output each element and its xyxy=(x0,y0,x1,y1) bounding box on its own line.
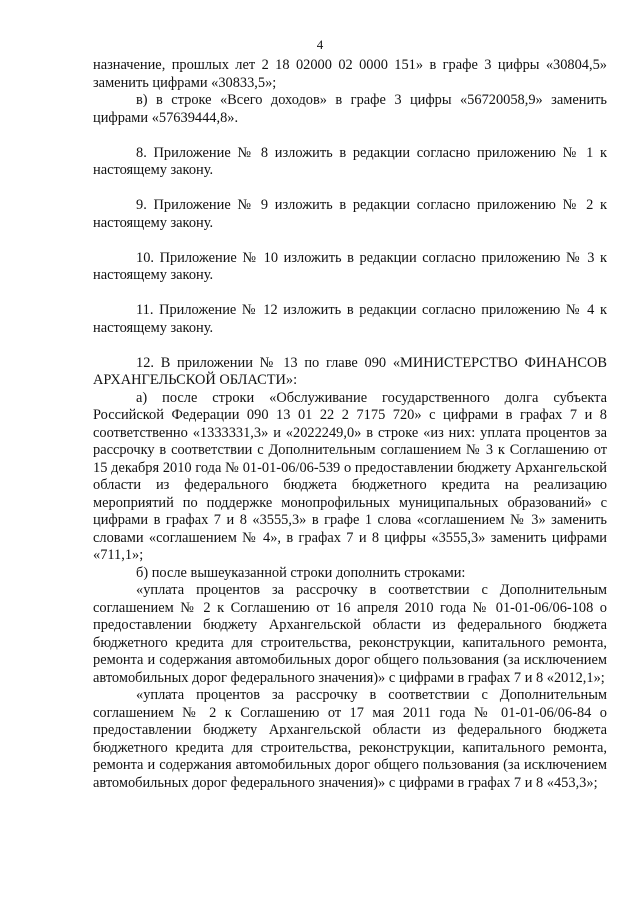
paragraph-insert-1: «уплата процентов за рассрочку в соответствии с Дополнительным соглашением № 2 к Соглашению от 16 апреля 2010 года № 01-01-06/06-108 о предоставлении бюджету Архангельской области из федерального бюджета бюджетного кредита для строительства, реконструкции, капитального ремонта, ремонта и содержания автомобильных дорог общего пользования (за исключением автомобильных дорог федерального значения)» с цифрами в графах 7 и 8 «2012,1»; xyxy=(93,582,607,686)
paragraph-12-a: а) после строки «Обслуживание государственного долга субъекта Российской Федерации 090 13 01 22 2 7175 720» с цифрами в графах 7 и 8 соответственно «1333331,3» и «2022249,0» в строке «из них: уплата процентов за рассрочку в соответствии с Дополнительным соглашением № 3 к Соглашению от 15 декабря 2010 года № 01-01-06/06-539 о предоставлении бюджету Архангельской области из федерального бюджета бюджетного кредита на реализацию мероприятий по поддержке монопрофильных муниципальных образований» с цифрами в графах 7 и 8 «3555,3» в графе 1 слова «соглашением № 3» заменить словами «соглашением № 4», в графах 7 и 8 цифры «3555,3» заменить цифрами «711,1»; xyxy=(93,389,607,563)
paragraph-10: 10. Приложение № 10 изложить в редакции согласно приложению № 3 к настоящему закону. xyxy=(93,249,607,283)
document-body xyxy=(93,57,607,792)
paragraph-continuation: назначение, прошлых лет 2 18 02000 02 0000 151» в графе 3 цифры «30804,5» заменить цифрами «30833,5»; xyxy=(93,57,607,91)
paragraph-9: 9. Приложение № 9 изложить в редакции согласно приложению № 2 к настоящему закону. xyxy=(93,197,607,231)
paragraph-12: 12. В приложении № 13 по главе 090 «МИНИСТЕРСТВО ФИНАНСОВ АРХАНГЕЛЬСКОЙ ОБЛАСТИ»: xyxy=(93,354,607,388)
paragraph-11: 11. Приложение № 12 изложить в редакции согласно приложению № 4 к настоящему закону. xyxy=(93,302,607,336)
paragraph-12-b: б) после вышеуказанной строки дополнить строками: xyxy=(136,564,466,581)
page-number: 4 xyxy=(316,37,324,52)
paragraph-8: 8. Приложение № 8 изложить в редакции согласно приложению № 1 к настоящему закону. xyxy=(93,144,607,178)
paragraph-insert-2: «уплата процентов за рассрочку в соответствии с Дополнительным соглашением № 2 к Соглашению от 17 мая 2011 года № 01-01-06/06-84 о предоставлении бюджету Архангельской области из федерального бюджета бюджетного кредита для строительства, реконструкции, капитального ремонта, ремонта и содержания автомобильных дорог общего пользования (за исключением автомобильных дорог федерального значения)» с цифрами в графах 7 и 8 «453,3»; xyxy=(93,687,607,791)
paragraph-item-v: в) в строке «Всего доходов» в графе 3 цифры «56720058,9» заменить цифрами «57639444,8». xyxy=(93,92,607,126)
